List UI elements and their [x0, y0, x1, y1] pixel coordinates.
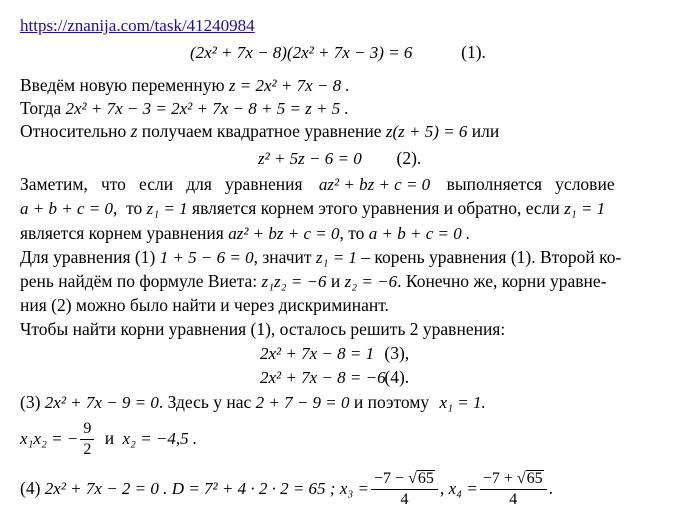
p4-math2: z₁ = 1 [315, 248, 357, 267]
s4-x4: x₄ = [448, 479, 478, 498]
s3-math1: 2x² + 7x − 9 = 0 [44, 393, 159, 412]
sys2-tag: (4). [384, 367, 410, 387]
intro-math: z = 2x² + 7x − 8 . [228, 76, 350, 95]
x3-denominator: 4 [400, 491, 409, 509]
relative-text-b: получаем квадратное уравнение [141, 121, 382, 141]
equation-1: (2x² + 7x − 8)(2x² + 7x − 3) = 6 [190, 43, 413, 62]
relative-math: z(z + 5) = 6 [385, 122, 468, 141]
fraction-numerator: 9 [80, 420, 94, 440]
s3-text-b: и поэтому [353, 392, 430, 412]
sys1-math: 2x² + 7x − 8 = 1 [260, 344, 375, 363]
s3b-rhs: x₂ = −4,5 . [122, 429, 198, 448]
sys1-tag: (3), [384, 343, 410, 363]
solve3-vieta-line [20, 418, 197, 459]
s3-math3: x₁ = 1. [439, 393, 486, 412]
x4-denominator: 4 [509, 491, 518, 509]
note2-text-a: , то [112, 198, 143, 218]
fraction-denominator: 2 [83, 441, 92, 459]
source-link-row [20, 14, 255, 37]
note2-math1: a + b + c = 0 [20, 199, 113, 218]
note-line-2 [20, 197, 605, 220]
note1-text-a: Заметим, что если для уравнения [20, 174, 303, 194]
p6-text: ния (2) можно было найти и через дискриминант. [20, 295, 389, 315]
note3-math2: a + b + c = 0 . [368, 224, 471, 243]
x3-numerator-a: −7 − [374, 470, 405, 488]
relative-text-c: или [471, 121, 500, 141]
then-line [20, 97, 349, 120]
s4-tag: (4) [20, 478, 41, 498]
p5-text-c: . Конечно же, корни уравне- [397, 271, 607, 291]
p7-text: Чтобы найти корни уравнения (1), осталось решить 2 уравнения: [20, 319, 506, 339]
p5-math2: z₂ = −6 [344, 272, 398, 291]
note3-text-b: , то [339, 223, 365, 243]
equation-2: z² + 5z − 6 = 0 [258, 149, 362, 168]
relative-line [20, 120, 499, 143]
note2-math2: z₁ = 1 [146, 199, 188, 218]
s4-x3: x₃ = [339, 479, 370, 498]
equation-2-row [258, 147, 421, 170]
p4-text-a: Для уравнения (1) [20, 247, 156, 267]
p5-math1: z₁z₂ = −6 [261, 272, 327, 291]
note2-text-b: является корнем этого уравнения и обратно, если [192, 198, 560, 218]
para5-line [20, 270, 607, 293]
fraction-x4 [480, 470, 547, 509]
system-eq-4 [260, 366, 409, 389]
para4-line [20, 246, 621, 269]
note3-text-a: является корнем уравнения [20, 223, 224, 243]
then-math: 2x² + 7x − 3 = 2x² + 7x − 8 + 5 = z + 5 . [65, 99, 349, 118]
note-line-3 [20, 222, 470, 245]
then-text: Тогда [20, 98, 62, 118]
equation-1-row [190, 41, 486, 64]
system-eq-3 [260, 342, 409, 365]
s3b-lhs: x₁x₂ = − [20, 429, 79, 448]
para6-line [20, 294, 389, 316]
fraction-x3 [371, 470, 438, 509]
p4-text-c: – корень уравнения (1). Второй ко- [361, 247, 622, 267]
note-line-1 [20, 173, 615, 196]
s4-end: . [548, 478, 553, 498]
s3-text-a: . Здесь у нас [158, 392, 252, 412]
p4-math1: 1 + 5 − 6 = 0 [159, 248, 254, 267]
p4-text-b: , значит [253, 247, 312, 267]
para7-line [20, 318, 505, 340]
s3-tag: (3) [20, 392, 41, 412]
s3b-and: и [104, 428, 115, 448]
intro-line [20, 74, 350, 97]
s3-math2: 2 + 7 − 9 = 0 [255, 393, 350, 412]
source-link[interactable]: https://znanija.com/task/41240984 [20, 16, 255, 35]
sqrt-icon: √ [408, 470, 417, 488]
x3-radicand: 65 [417, 470, 434, 488]
fraction-9-2 [80, 420, 94, 459]
equation-2-tag: (2). [396, 148, 422, 168]
s4-separator: , [439, 478, 445, 498]
solve3-line [20, 391, 486, 414]
s4-math2: D = 7² + 4 · 2 · 2 = 65 ; [171, 479, 336, 498]
note1-math: az² + bz + c = 0 [318, 175, 431, 194]
note2-math3: z₁ = 1 [564, 199, 606, 218]
p5-text-b: и [330, 271, 341, 291]
x4-numerator-a: −7 + [482, 470, 513, 488]
intro-text: Введём новую переменную [20, 75, 225, 95]
relative-var: z [130, 121, 138, 141]
sys2-math: 2x² + 7x − 8 = −6 [260, 368, 386, 387]
s4-math1: 2x² + 7x − 2 = 0 . [44, 479, 168, 498]
note1-text-b: выполняется условие [446, 174, 615, 194]
p5-text-a: рень найдём по формуле Виета: [20, 271, 258, 291]
x4-radicand: 65 [526, 470, 543, 488]
equation-1-tag: (1). [461, 42, 486, 62]
note3-math1: az² + bz + c = 0 [228, 224, 340, 243]
solve4-line [20, 466, 553, 511]
relative-text-a: Относительно [20, 121, 127, 141]
sqrt-icon: √ [516, 470, 526, 488]
